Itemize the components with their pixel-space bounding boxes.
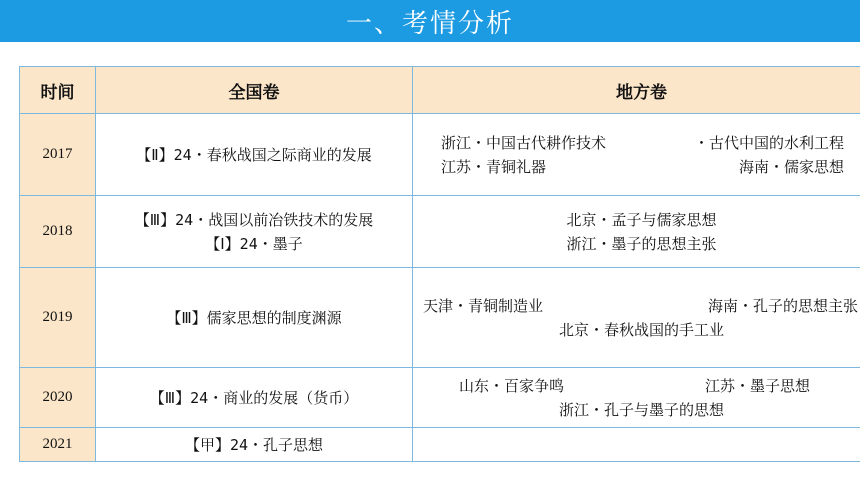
table-row — [20, 368, 860, 428]
national-item: 【Ⅲ】儒家思想的制度渊源 — [166, 308, 342, 327]
header-time: 时间 — [20, 67, 96, 114]
local-item: ・古代中国的水利工程 — [693, 133, 844, 152]
national-cell — [96, 368, 413, 428]
national-item: 【Ⅰ】24・墨子 — [205, 234, 303, 253]
national-item: 【Ⅲ】24・商业的发展（货币） — [149, 388, 359, 407]
local-item: 北京・春秋战国的手工业 — [558, 320, 724, 339]
year-cell: 2021 — [20, 428, 96, 462]
national-cell — [96, 114, 413, 196]
local-cell — [413, 268, 860, 368]
header-local: 地方卷 — [413, 67, 860, 114]
local-item: 海南・孔子的思想主张 — [707, 296, 858, 315]
national-item: 【Ⅲ】24・战国以前冶铁技术的发展 — [134, 210, 374, 229]
national-cell — [96, 428, 413, 462]
national-cell — [96, 196, 413, 268]
local-cell — [413, 428, 860, 462]
local-item: 浙江・中国古代耕作技术 — [441, 133, 607, 152]
page-title: 一、考情分析 — [345, 8, 514, 39]
local-cell — [413, 196, 860, 268]
local-item: 海南・儒家思想 — [738, 157, 844, 176]
year-cell: 2018 — [20, 196, 96, 268]
table-row — [20, 114, 860, 196]
local-item: 江苏・青铜礼器 — [441, 157, 547, 176]
national-item: 【甲】24・孔子思想 — [184, 435, 324, 454]
local-item: 浙江・墨子的思想主张 — [566, 234, 717, 253]
year-cell: 2020 — [20, 368, 96, 428]
year-cell: 2017 — [20, 114, 96, 196]
table-row — [20, 428, 860, 462]
table-row — [20, 268, 860, 368]
local-item: 北京・孟子与儒家思想 — [566, 210, 717, 229]
local-item: 浙江・孔子与墨子的思想 — [558, 400, 724, 419]
local-item: 山东・百家争鸣 — [459, 376, 565, 395]
local-cell — [413, 368, 860, 428]
year-cell: 2019 — [20, 268, 96, 368]
local-item: 江苏・墨子思想 — [704, 376, 810, 395]
table-header-row — [20, 67, 860, 114]
local-cell — [413, 114, 860, 196]
exam-analysis-table — [19, 66, 860, 462]
national-cell — [96, 268, 413, 368]
national-item: 【Ⅱ】24・春秋战国之际商业的发展 — [136, 145, 372, 164]
local-item: 天津・青铜制造业 — [423, 296, 544, 315]
header-national: 全国卷 — [96, 67, 413, 114]
title-banner — [0, 0, 860, 42]
table-row — [20, 196, 860, 268]
